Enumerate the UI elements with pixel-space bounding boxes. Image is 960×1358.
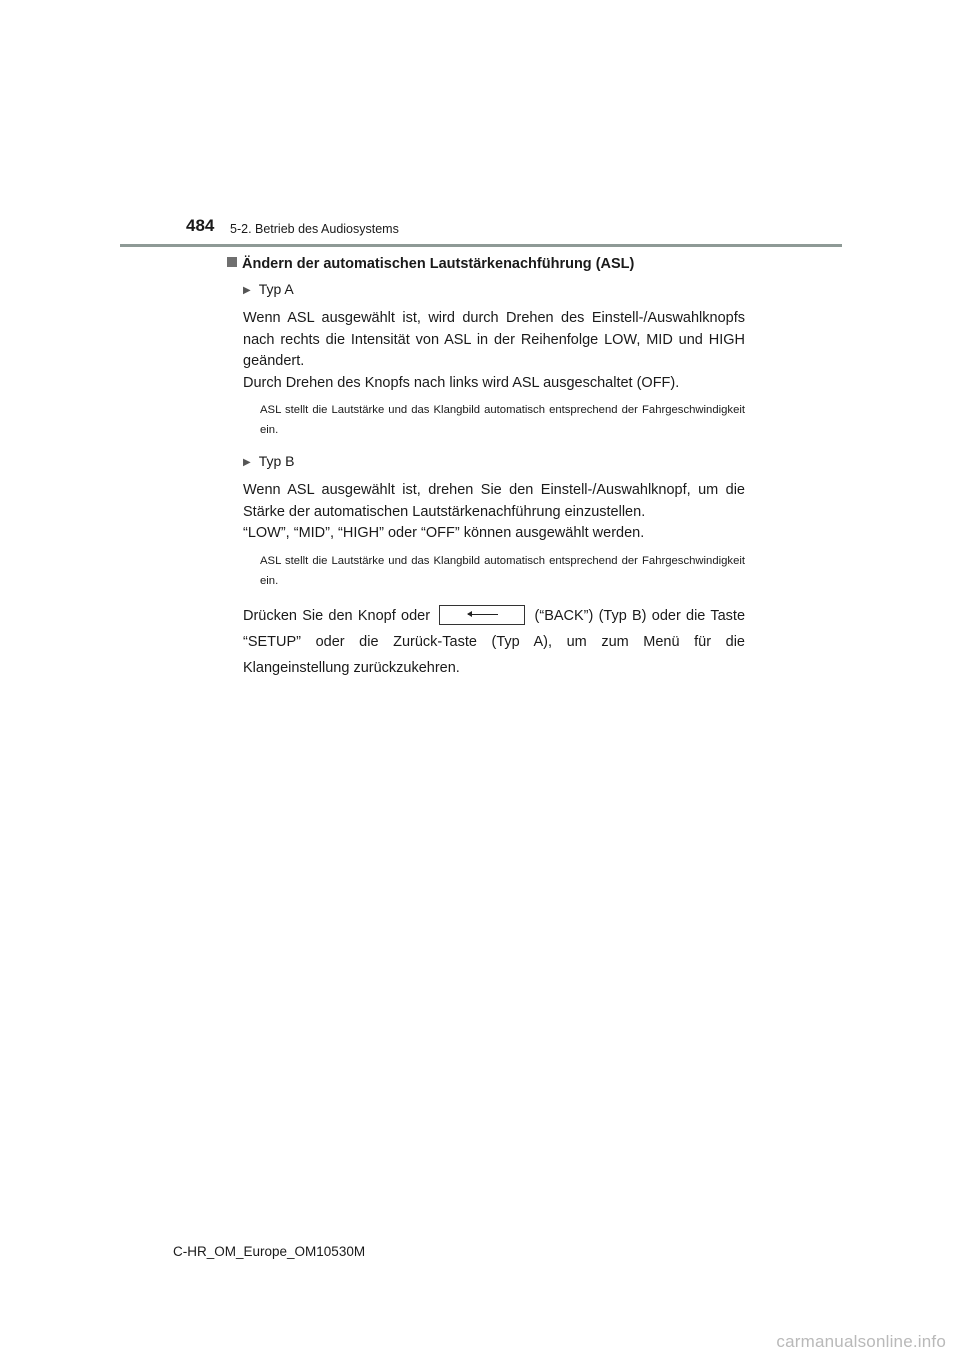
page-number: 484 <box>186 216 215 235</box>
section-heading-text: Ändern der automatischen Lautstärkenachführung (ASL) <box>242 256 635 272</box>
type-b-paragraph-1: Wenn ASL ausgewählt ist, drehen Sie den Einstell-/Auswahlknopf, um die Stärke der automatischen Lautstärkenachführung einzustellen. <box>243 482 745 520</box>
section-heading <box>227 256 634 272</box>
triangle-bullet-icon: ▶ <box>243 285 251 296</box>
type-a-label: Typ A <box>258 281 294 297</box>
document-footer: C-HR_OM_Europe_OM10530M <box>173 1244 366 1259</box>
type-b-paragraph-2: “LOW”, “MID”, “HIGH” oder “OFF” können ausgewählt werden. <box>243 525 645 541</box>
back-button-illustration <box>439 605 525 625</box>
section-title: 5-2. Betrieb des Audiosystems <box>230 222 399 236</box>
type-a-item <box>243 280 745 300</box>
return-instruction <box>243 603 745 681</box>
back-arrow-icon <box>468 614 498 616</box>
type-b-note: ASL stellt die Lautstärke und das Klangbild automatisch entsprechend der Fahrgeschwindigkeit ein. <box>260 554 745 587</box>
watermark: carmanualsonline.info <box>776 1332 946 1351</box>
type-b-item <box>243 452 745 472</box>
return-instruction-end: (“BACK”) (Typ B) oder die Taste “SETUP” oder die Zurück-Taste (Typ A), um zum Menü für die Klangeinstellung zurückzukehren. <box>243 607 746 676</box>
type-a-paragraph-2: Durch Drehen des Knopfs nach links wird ASL ausgeschaltet (OFF). <box>243 374 680 391</box>
type-b-label: Typ B <box>258 453 295 469</box>
square-bullet-icon <box>227 257 237 267</box>
type-a-paragraph-1: Wenn ASL ausgewählt ist, wird durch Drehen des Einstell-/Auswahlknopfs nach rechts die Intensität von ASL in der Reihenfolge LOW, MID und HIGH geändert. <box>243 310 745 369</box>
type-a-note: ASL stellt die Lautstärke und das Klangbild automatisch entsprechend der Fahrgeschwindigkeit ein. <box>260 404 745 436</box>
header-divider <box>120 244 842 247</box>
triangle-bullet-icon: ▶ <box>243 457 251 468</box>
return-instruction-start: Drücken Sie den Knopf oder <box>243 607 431 624</box>
main-content <box>243 280 745 681</box>
